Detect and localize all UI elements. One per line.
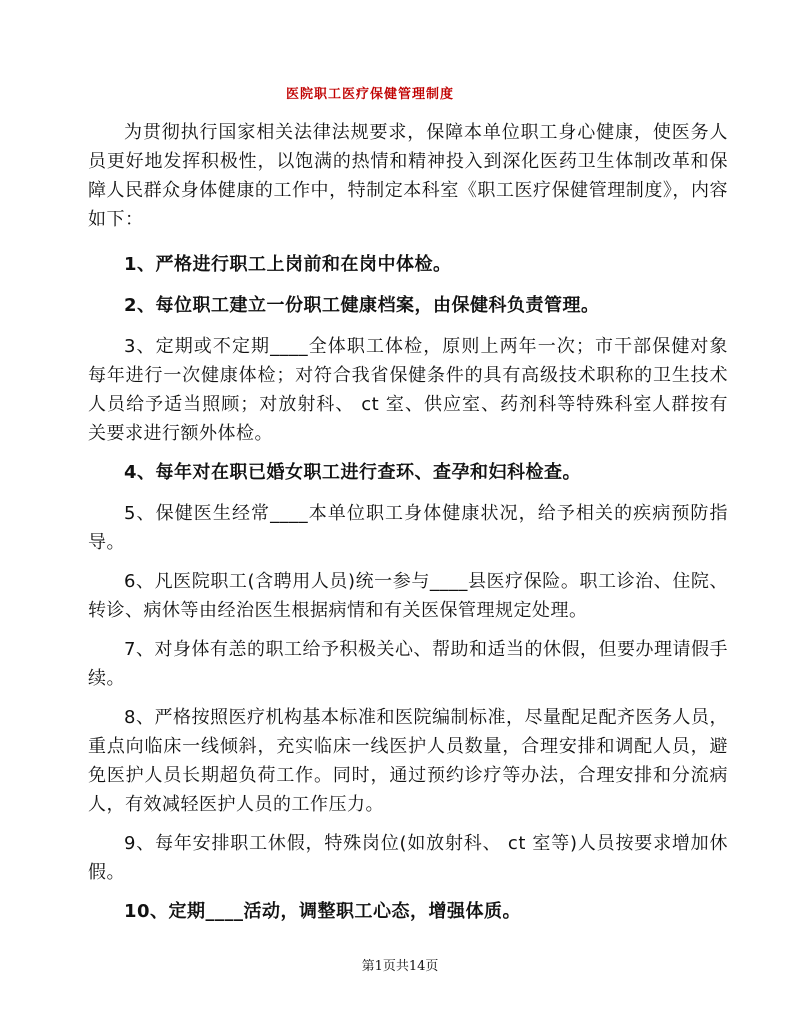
item-3: 3、定期或不定期____全体职工体检，原则上两年一次；市干部保健对象每年进行一次健康体检；对符合我省保健条件的具有高级技术职称的卫生技术人员给予适当照顾；对放射科、 ct 室、供应室、药剂科等特殊科室人群按有关要求进行额外体检。: [88, 336, 728, 444]
document-title: 医院职工医疗保健管理制度: [285, 87, 454, 102]
item-7: 7、对身体有恙的职工给予积极关心、帮助和适当的休假，但要办理请假手续。: [88, 639, 728, 689]
item-5: 5、保健医生经常____本单位职工身体健康状况，给予相关的疾病预防指导。: [88, 503, 728, 553]
document-body: [88, 118, 728, 938]
item-10: 10、定期____活动，调整职工心态，增强体质。: [124, 901, 522, 922]
item-4: 4、每年对在职已婚女职工进行查环、查孕和妇科检查。: [124, 462, 582, 483]
intro-paragraph: 为贯彻执行国家相关法律法规要求，保障本单位职工身心健康，使医务人员更好地发挥积极性，以饱满的热情和精神投入到深化医药卫生体制改革和保障人民群众身体健康的工作中，特制定本科室《职工医疗保健管理制度》，内容如下：: [88, 122, 728, 230]
item-8: 8、严格按照医疗机构基本标准和医院编制标准，尽量配足配齐医务人员，重点向临床一线倾斜，充实临床一线医护人员数量，合理安排和调配人员，避免医护人员长期超负荷工作。同时，通过预约诊疗等办法，合理安排和分流病人，有效减轻医护人员的工作压力。: [88, 707, 728, 815]
item-6: 6、凡医院职工(含聘用人员)统一参与____县医疗保险。职工诊治、住院、转诊、病休等由经治医生根据病情和有关医保管理规定处理。: [88, 571, 728, 621]
item-9: 9、每年安排职工休假，特殊岗位(如放射科、 ct 室等)人员按要求增加休假。: [88, 833, 728, 883]
page-number: 第1页共14页: [361, 959, 439, 974]
item-1: 1、严格进行职工上岗前和在岗中体检。: [124, 254, 452, 275]
item-2: 2、每位职工建立一份职工健康档案，由保健科负责管理。: [124, 295, 600, 316]
